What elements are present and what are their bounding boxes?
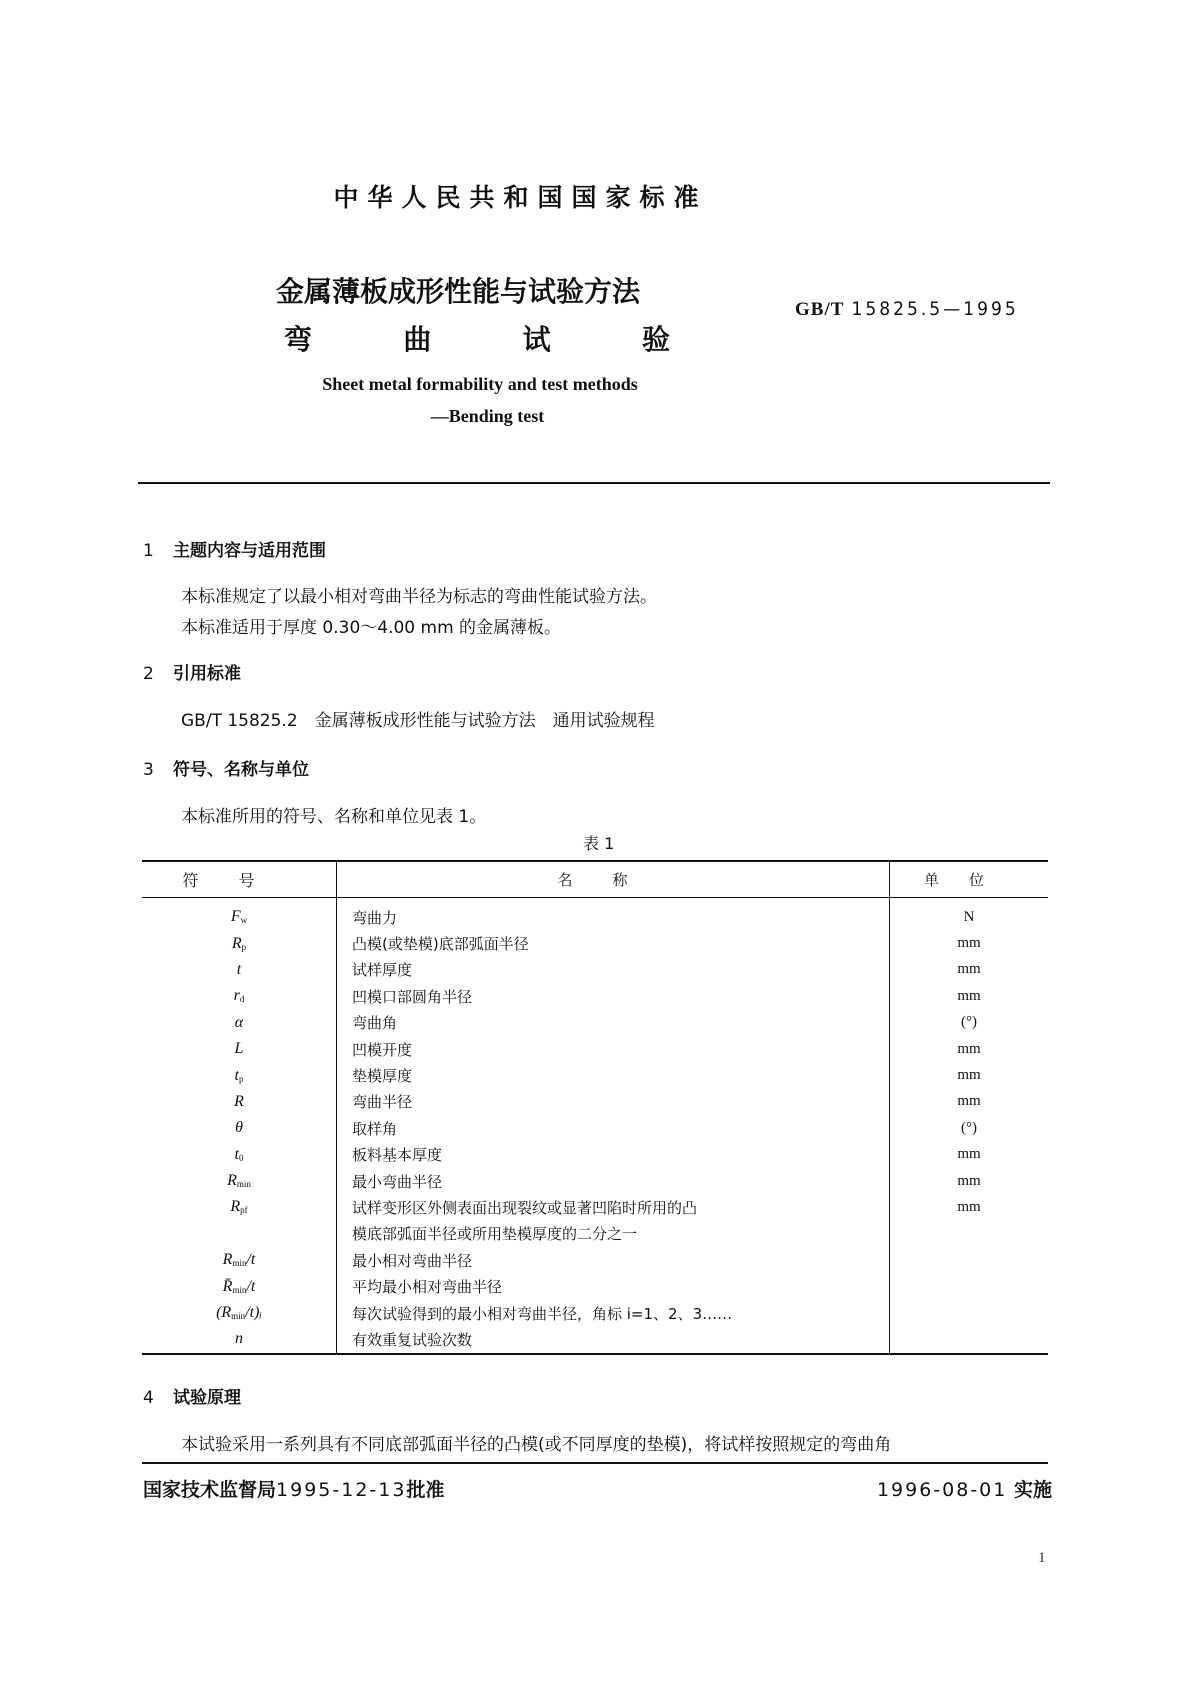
national-standard-heading: 中华人民共和国国家标准 bbox=[333, 183, 708, 212]
table-row bbox=[142, 1273, 1048, 1299]
unit-cell: mm bbox=[957, 1067, 981, 1084]
symbol-cell: $R_{min}$ bbox=[142, 1168, 337, 1194]
footer-divider bbox=[142, 1462, 1048, 1464]
approval-date: 1995-12-13 bbox=[276, 1479, 407, 1501]
section-number: 1 bbox=[143, 541, 154, 561]
unit-cell: mm bbox=[957, 1093, 981, 1110]
symbol-cell: n bbox=[142, 1326, 337, 1353]
symbol-cell: $r_d$ bbox=[142, 983, 337, 1009]
effective-label: 实施 bbox=[1013, 1479, 1052, 1501]
section-number: 3 bbox=[143, 760, 154, 780]
name-cell: 平均最小相对弯曲半径 bbox=[337, 1273, 890, 1299]
table-caption: 表 1 bbox=[583, 834, 615, 853]
symbol-cell: $F_w$ bbox=[142, 898, 337, 931]
symbol-cell: $t_0$ bbox=[142, 1142, 337, 1168]
name-cell: 凹模口部圆角半径 bbox=[337, 983, 890, 1009]
unit-cell bbox=[890, 1300, 1049, 1326]
table-row bbox=[142, 1115, 1048, 1141]
unit-cell: (°) bbox=[961, 1119, 977, 1136]
section-title: 试验原理 bbox=[173, 1388, 241, 1408]
effective-date: 1996-08-01 bbox=[876, 1479, 1008, 1501]
table-row bbox=[142, 930, 1048, 956]
section-title: 引用标准 bbox=[173, 664, 241, 684]
table-row bbox=[142, 1247, 1048, 1273]
unit-cell: mm bbox=[957, 1040, 981, 1057]
section-3-paragraph: 本标准所用的符号、名称和单位见表 1。 bbox=[181, 807, 487, 827]
name-cell: 凹模开度 bbox=[337, 1036, 890, 1062]
symbol-cell: $t_p$ bbox=[142, 1062, 337, 1088]
section-4-paragraph: 本试验采用一系列具有不同底部弧面半径的凸模(或不同厚度的垫模)，将试样按照规定的弯曲角 bbox=[181, 1435, 892, 1455]
effective-info bbox=[877, 1475, 1052, 1502]
section-1-paragraph-2: 本标准适用于厚度 0.30～4.00 mm 的金属薄板。 bbox=[181, 618, 562, 638]
header-divider bbox=[138, 482, 1050, 484]
symbol-cell: $R_p$ bbox=[142, 930, 337, 956]
table-row bbox=[142, 1142, 1048, 1168]
unit-cell: mm bbox=[957, 1146, 981, 1163]
symbol-cell: $R_{min}/t$ bbox=[142, 1247, 337, 1273]
unit-cell: N bbox=[963, 908, 975, 925]
title-chinese-line1: 金属薄板成形性能与试验方法 bbox=[276, 275, 641, 308]
name-cell: 弯曲角 bbox=[337, 1010, 890, 1036]
section-2-heading bbox=[143, 659, 241, 684]
name-cell: 取样角 bbox=[337, 1115, 890, 1141]
page-number: 1 bbox=[1038, 1550, 1046, 1566]
section-number: 4 bbox=[143, 1388, 154, 1408]
section-2-reference: GB/T 15825.2 金属薄板成形性能与试验方法 通用试验规程 bbox=[181, 711, 655, 731]
unit-cell: mm bbox=[957, 1198, 981, 1215]
name-cell: 每次试验得到的最小相对弯曲半径，角标 i=1、2、3…… bbox=[337, 1300, 890, 1326]
unit-cell: mm bbox=[957, 1172, 981, 1189]
table-row bbox=[142, 1089, 1048, 1115]
table-row bbox=[142, 1010, 1048, 1036]
table-row bbox=[142, 1194, 1048, 1220]
unit-cell bbox=[890, 1247, 1049, 1273]
approver: 国家技术监督局 bbox=[143, 1479, 277, 1501]
title-english-line2: —Bending test bbox=[430, 406, 545, 426]
symbol-cell: L bbox=[142, 1036, 337, 1062]
name-cell: 最小相对弯曲半径 bbox=[337, 1247, 890, 1273]
name-cell: 有效重复试验次数 bbox=[337, 1326, 890, 1353]
unit-cell: mm bbox=[957, 987, 981, 1004]
section-4-heading bbox=[143, 1383, 241, 1408]
section-1-heading bbox=[143, 536, 326, 561]
name-cell: 板料基本厚度 bbox=[337, 1142, 890, 1168]
name-cell: 弯曲力 bbox=[337, 898, 890, 931]
table-row bbox=[142, 983, 1048, 1009]
table-row bbox=[142, 1168, 1048, 1194]
title-char: 试 bbox=[522, 323, 551, 356]
standard-prefix: GB/T bbox=[795, 299, 845, 320]
table-row bbox=[142, 1062, 1048, 1088]
section-title: 主题内容与适用范围 bbox=[173, 541, 326, 561]
table-row bbox=[142, 1326, 1048, 1353]
section-number: 2 bbox=[143, 664, 154, 684]
table-row bbox=[142, 1300, 1048, 1326]
approval-label: 批准 bbox=[406, 1479, 445, 1501]
unit-cell bbox=[890, 1273, 1049, 1299]
symbol-cell: θ bbox=[142, 1115, 337, 1141]
title-char: 验 bbox=[641, 323, 670, 356]
unit-cell: mm bbox=[957, 935, 981, 952]
name-cell: 垫模厚度 bbox=[337, 1062, 890, 1088]
column-header-name: 名称 bbox=[337, 861, 890, 898]
unit-cell bbox=[890, 1221, 1049, 1247]
symbol-cell: t bbox=[142, 957, 337, 983]
unit-cell: (°) bbox=[961, 1014, 977, 1031]
symbol-cell: $(R_{min}/t)ᵢ$ bbox=[142, 1300, 337, 1326]
section-1-paragraph-1: 本标准规定了以最小相对弯曲半径为标志的弯曲性能试验方法。 bbox=[181, 587, 657, 607]
symbol-cell: α bbox=[142, 1010, 337, 1036]
standard-number bbox=[795, 298, 1019, 321]
symbol-cell: R bbox=[142, 1089, 337, 1115]
name-cell: 凸模(或垫模)底部弧面半径 bbox=[337, 930, 890, 956]
table-row-continuation bbox=[142, 1221, 1048, 1247]
table-row bbox=[142, 957, 1048, 983]
title-english-line1: Sheet metal formability and test methods bbox=[322, 374, 638, 394]
name-cell: 最小弯曲半径 bbox=[337, 1168, 890, 1194]
table-row bbox=[142, 898, 1048, 931]
title-char: 弯 bbox=[284, 323, 313, 356]
name-cell: 模底部弧面半径或所用垫模厚度的二分之一 bbox=[337, 1221, 890, 1247]
section-3-heading bbox=[143, 755, 309, 780]
name-cell: 试样变形区外侧表面出现裂纹或显著凹陷时所用的凸 bbox=[337, 1194, 890, 1220]
symbol-cell: $R̄_{min}/t$ bbox=[142, 1273, 337, 1299]
title-chinese-line2 bbox=[284, 318, 670, 358]
column-header-symbol: 符号 bbox=[142, 861, 337, 898]
section-title: 符号、名称与单位 bbox=[173, 760, 309, 780]
symbols-table bbox=[142, 860, 1048, 1355]
name-cell: 弯曲半径 bbox=[337, 1089, 890, 1115]
table-header-row bbox=[142, 861, 1048, 898]
unit-cell: mm bbox=[957, 961, 981, 978]
approval-info bbox=[143, 1475, 444, 1502]
title-char: 曲 bbox=[403, 323, 432, 356]
symbol-cell bbox=[142, 1221, 337, 1247]
unit-cell bbox=[890, 1326, 1049, 1353]
table-row bbox=[142, 1036, 1048, 1062]
name-cell: 试样厚度 bbox=[337, 957, 890, 983]
symbol-cell: $R_{pf}$ bbox=[142, 1194, 337, 1220]
column-header-unit: 单位 bbox=[890, 861, 1049, 898]
standard-code: 15825.5—1995 bbox=[851, 298, 1019, 320]
